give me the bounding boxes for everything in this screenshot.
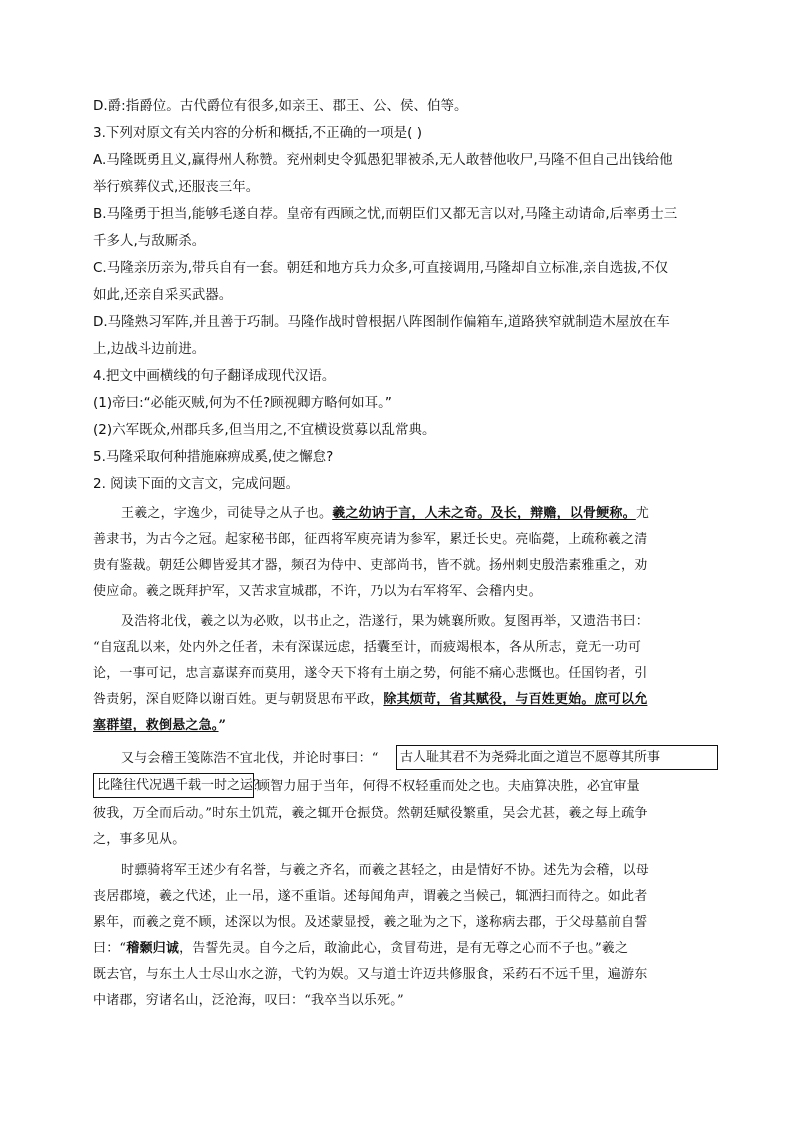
passage-text: 王羲之，字逸少，司徒导之从子也。 [121,506,333,521]
passage-para1-line1 [121,505,718,522]
passage-line: 论，一事可记，忠言嘉谋弃而莫用，遂令天下将有土崩之势，何能不痛心悲慨也。任国钧者，引 [93,666,648,681]
passage-para2-line1: 及浩将北伐，羲之以为必败，以书止之，浩遂行，果为姚襄所败。复图再举，又遗浩书曰： [121,614,650,629]
passage-line: 彼我，万全而后动。”时东土饥荒，羲之辄开仓振贷。然朝廷赋役繁重，吴会尤甚，羲之每上疏争 [93,806,648,821]
passage-text: 曰：“ [93,941,127,956]
option-d2-line1: D.马隆熟习军阵,并且善于巧制。马隆作战时曾根据八阵图制作偏箱车,道路狭窄就制造木屋放在车 [93,314,670,330]
passage-line: 顾智力屈于当年，何得不权轻重而处之也。夫庙算决胜，必宜审量 [257,779,640,794]
passage-line: 使应命。羲之既拜护军，又苦求宣城郡，不许，乃以为右军将军、会稽内史。 [93,584,542,599]
option-b-line2: 千多人,与敌厮杀。 [93,233,206,249]
underlined-sentence: 羲之幼讷于言，人未之奇。及长，辩赡，以骨鲠称。 [332,506,636,521]
passage-text: 咎责躬，深自贬降以谢百姓。更与朝贤思布平政， [93,692,384,707]
option-b-line1: B.马隆勇于担当,能够毛遂自荐。皇帝有西顾之忧,而朝臣们又都无言以对,马隆主动请命,后率勇士三 [93,206,678,222]
question-4-sub1: (1)帝曰:“必能灭贼,何为不任?顾视卿方略何如耳。” [93,395,392,411]
boxed-sentence-part2: 比隆往代况遇千载一时之运？ [93,773,254,798]
option-c-line2: 如此,还亲自采买武器。 [93,287,233,303]
underlined-sentence: 塞群望，救倒悬之急。 [93,718,219,733]
underlined-sentence: 除其烦苛，省其赋役，与百姓更始。庶可以允 [383,692,648,707]
passage-text: 尤 [635,506,650,521]
passage-line: 既去官，与东土人士尽山水之游，弋钓为娱。又与道士许迈共修服食，采药石不远千里，遍游东 [93,967,648,982]
passage-para3-line1: 又与会稽王笺陈浩不宜北伐，并论时事曰：“ [121,751,379,766]
option-d2-line2: 上,边战斗边前进。 [93,341,206,357]
boxed-sentence-part1: 古人耻其君不为尧舜北面之道岂不愿尊其所事 [396,745,718,770]
passage-line: “自寇乱以来，处内外之任者，未有深谋远虑，括囊至计，而疲竭根本，各从所志，竟无一功可 [93,640,642,655]
passage-line: 善隶书，为古今之冠。起家秘书郎，征西将军庾亮请为参军，累迁长史。亮临薨，上疏称羲之清 [93,532,648,547]
passage-line: 贵有鉴裁。朝廷公卿皆爱其才器，频召为侍中、吏部尚书，皆不就。扬州刺史殷浩素雅重之，劝 [93,558,648,573]
passage-line: 丧居郡境，羲之代述，止一吊，遂不重诣。述每闻角声，谓羲之当候己，辄洒扫而待之。如此者 [93,889,648,904]
question-3: 3.下列对原文有关内容的分析和概括,不正确的一项是( ) [93,125,422,141]
question-4: 4.把文中画横线的句子翻译成现代汉语。 [93,368,336,384]
option-a-line1: A.马隆既勇且义,赢得州人称赞。兖州刺史令狐愚犯罪被杀,无人敢替他收尸,马隆不但自己出钱给他 [93,152,673,168]
option-d-line: D.爵:指爵位。古代爵位有很多,如亲王、郡王、公、侯、伯等。 [93,98,468,114]
option-c-line1: C.马隆亲历亲为,带兵自有一套。朝廷和地方兵力众多,可直接调用,马隆却自立标准,亲自选拔,不仅 [93,260,669,276]
passage-line [93,717,718,734]
passage-line: 累年，而羲之竟不顾，述深以为恨。及述蒙显授，羲之耻为之下，遂称病去郡，于父母墓前自誓 [93,915,648,930]
passage-line: 中诸郡，穷诸名山，泛沧海，叹曰：“我卒当以乐死。” [93,993,404,1008]
passage-line: 之，事多见从。 [93,832,186,847]
passage-para4-line1: 时骠骑将军王述少有名誉，与羲之齐名，而羲之甚轻之，由是情好不协。述先为会稽，以母 [121,863,650,878]
question-5: 5.马隆采取何种措施麻痹成奚,使之懈怠? [93,449,334,465]
passage-line [93,691,718,708]
section-2-heading: 2. 阅读下面的文言文，完成问题。 [93,476,300,492]
passage-text: ” [218,718,227,733]
passage-text: ，告誓先灵。自今之后，敢渝此心，贪冒苟进，是有无尊之心而不子也。”羲之 [179,941,629,956]
question-4-sub2: (2)六军既众,州郡兵多,但当用之,不宜横设赏募以乱常典。 [93,422,436,438]
bold-phrase: 稽颡归诚 [126,941,180,956]
passage-line [93,940,718,957]
option-a-line2: 举行殡葬仪式,还服丧三年。 [93,179,260,195]
